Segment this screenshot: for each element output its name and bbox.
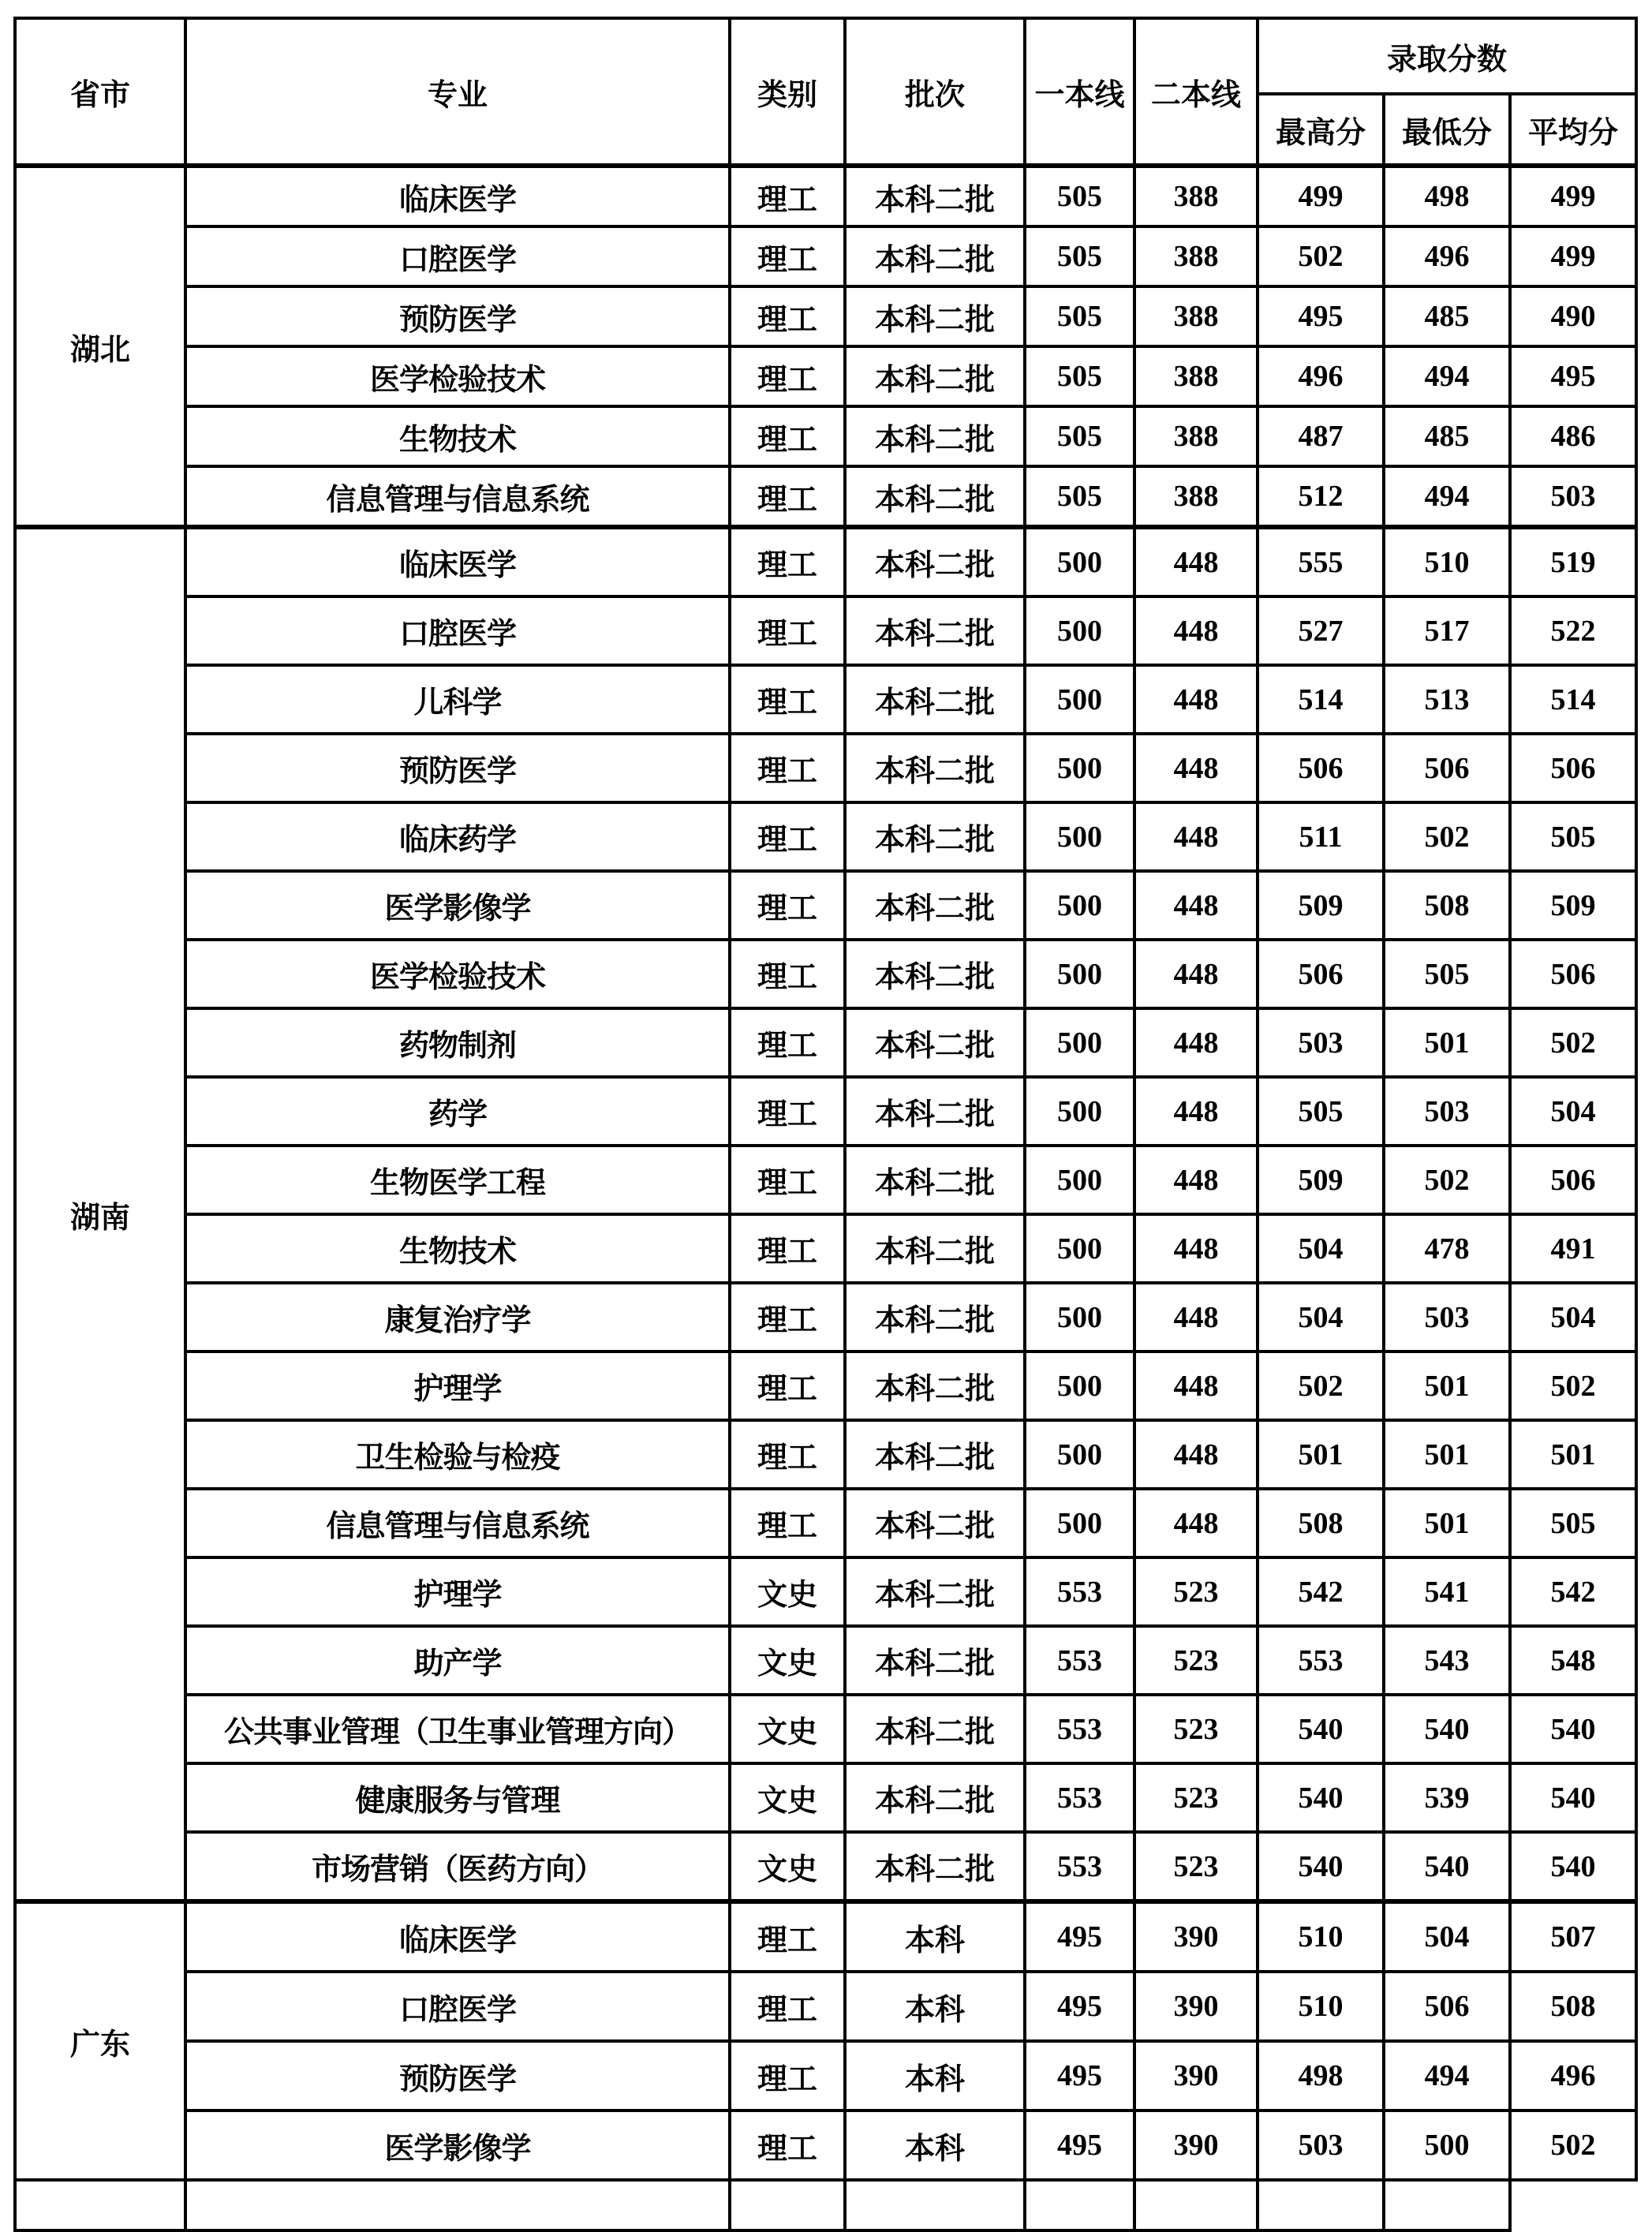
batch-cell: 本科	[845, 1901, 1025, 1972]
table-row	[15, 406, 1636, 466]
major-cell: 医学影像学	[185, 2110, 730, 2180]
max-score-cell: 540	[1258, 1763, 1384, 1832]
table-row	[15, 1695, 1636, 1763]
batch-cell: 本科二批	[845, 1489, 1025, 1557]
empty-cell	[1025, 2180, 1134, 2230]
max-score-cell: 508	[1258, 1489, 1384, 1557]
line2-cell: 448	[1134, 734, 1258, 802]
line2-cell: 448	[1134, 527, 1258, 596]
line1-cell: 500	[1025, 665, 1134, 734]
category-cell: 理工	[730, 871, 845, 940]
category-cell: 理工	[730, 1214, 845, 1283]
major-cell: 市场营销（医药方向）	[185, 1832, 730, 1901]
table-row	[15, 1420, 1636, 1489]
line1-cell: 500	[1025, 1146, 1134, 1214]
max-score-cell: 555	[1258, 527, 1384, 596]
major-cell: 预防医学	[185, 734, 730, 802]
major-cell: 口腔医学	[185, 1972, 730, 2041]
batch-cell: 本科二批	[845, 1695, 1025, 1763]
min-score-cell: 504	[1384, 1901, 1510, 1972]
major-cell: 健康服务与管理	[185, 1763, 730, 1832]
line2-cell: 448	[1134, 871, 1258, 940]
batch-cell: 本科二批	[845, 286, 1025, 346]
category-cell: 理工	[730, 1420, 845, 1489]
line1-cell: 553	[1025, 1695, 1134, 1763]
batch-cell: 本科二批	[845, 527, 1025, 596]
line1-cell: 500	[1025, 1420, 1134, 1489]
header-province: 省市	[15, 18, 185, 166]
min-score-cell: 494	[1384, 346, 1510, 406]
category-cell: 理工	[730, 166, 845, 226]
table-row	[15, 1352, 1636, 1420]
line2-cell: 448	[1134, 665, 1258, 734]
line2-cell: 448	[1134, 1283, 1258, 1352]
line2-cell: 523	[1134, 1557, 1258, 1626]
header-batch: 批次	[845, 18, 1025, 166]
avg-score-cell: 540	[1510, 1832, 1636, 1901]
line1-cell: 553	[1025, 1832, 1134, 1901]
table-row	[15, 346, 1636, 406]
table-row	[15, 166, 1636, 226]
line1-cell: 500	[1025, 871, 1134, 940]
avg-score-cell: 506	[1510, 734, 1636, 802]
line2-cell: 390	[1134, 1901, 1258, 1972]
batch-cell: 本科二批	[845, 1352, 1025, 1420]
max-score-cell: 510	[1258, 1901, 1384, 1972]
major-cell: 生物医学工程	[185, 1146, 730, 1214]
major-cell: 医学检验技术	[185, 346, 730, 406]
max-score-cell: 504	[1258, 1283, 1384, 1352]
batch-cell: 本科	[845, 2041, 1025, 2110]
batch-cell: 本科	[845, 2110, 1025, 2180]
avg-score-cell: 522	[1510, 596, 1636, 665]
min-score-cell: 513	[1384, 665, 1510, 734]
max-score-cell: 487	[1258, 406, 1384, 466]
line1-cell: 500	[1025, 527, 1134, 596]
category-cell: 理工	[730, 1352, 845, 1420]
category-cell: 理工	[730, 1077, 845, 1146]
category-cell: 理工	[730, 406, 845, 466]
category-cell: 文史	[730, 1626, 845, 1695]
admission-scores-table	[13, 17, 1638, 2232]
max-score-cell: 499	[1258, 166, 1384, 226]
line2-cell: 448	[1134, 1146, 1258, 1214]
min-score-cell: 501	[1384, 1420, 1510, 1489]
header-max-score: 最高分	[1258, 94, 1384, 166]
line1-cell: 553	[1025, 1763, 1134, 1832]
batch-cell: 本科二批	[845, 1626, 1025, 1695]
batch-cell: 本科二批	[845, 466, 1025, 527]
max-score-cell: 540	[1258, 1695, 1384, 1763]
min-score-cell: 502	[1384, 802, 1510, 871]
line2-cell: 523	[1134, 1763, 1258, 1832]
batch-cell: 本科	[845, 1972, 1025, 2041]
line2-cell: 448	[1134, 802, 1258, 871]
empty-cell	[1134, 2180, 1258, 2230]
major-cell: 生物技术	[185, 406, 730, 466]
table-row	[15, 940, 1636, 1008]
line1-cell: 505	[1025, 466, 1134, 527]
batch-cell: 本科二批	[845, 802, 1025, 871]
max-score-cell: 509	[1258, 1146, 1384, 1214]
batch-cell: 本科二批	[845, 1420, 1025, 1489]
major-cell: 临床医学	[185, 527, 730, 596]
max-score-cell: 512	[1258, 466, 1384, 527]
category-cell: 理工	[730, 2110, 845, 2180]
avg-score-cell: 502	[1510, 2110, 1636, 2180]
category-cell: 理工	[730, 940, 845, 1008]
avg-score-cell: 542	[1510, 1557, 1636, 1626]
major-cell: 口腔医学	[185, 596, 730, 665]
avg-score-cell: 491	[1510, 1214, 1636, 1283]
line2-cell: 523	[1134, 1626, 1258, 1695]
min-score-cell: 543	[1384, 1626, 1510, 1695]
category-cell: 理工	[730, 466, 845, 527]
category-cell: 理工	[730, 1972, 845, 2041]
category-cell: 理工	[730, 596, 845, 665]
table-row	[15, 1489, 1636, 1557]
line1-cell: 505	[1025, 226, 1134, 286]
line2-cell: 388	[1134, 286, 1258, 346]
avg-score-cell: 496	[1510, 2041, 1636, 2110]
min-score-cell: 478	[1384, 1214, 1510, 1283]
line1-cell: 553	[1025, 1626, 1134, 1695]
min-score-cell: 540	[1384, 1832, 1510, 1901]
min-score-cell: 508	[1384, 871, 1510, 940]
batch-cell: 本科二批	[845, 665, 1025, 734]
avg-score-cell: 502	[1510, 1352, 1636, 1420]
category-cell: 文史	[730, 1832, 845, 1901]
table-row	[15, 1626, 1636, 1695]
category-cell: 理工	[730, 1283, 845, 1352]
min-score-cell: 505	[1384, 940, 1510, 1008]
min-score-cell: 503	[1384, 1283, 1510, 1352]
major-cell: 卫生检验与检疫	[185, 1420, 730, 1489]
major-cell: 预防医学	[185, 2041, 730, 2110]
empty-cell	[185, 2180, 730, 2230]
avg-score-cell: 499	[1510, 166, 1636, 226]
line2-cell: 448	[1134, 940, 1258, 1008]
min-score-cell: 540	[1384, 1695, 1510, 1763]
province-cell: 湖北	[15, 166, 185, 527]
category-cell: 理工	[730, 346, 845, 406]
line1-cell: 500	[1025, 940, 1134, 1008]
table-row	[15, 1008, 1636, 1077]
batch-cell: 本科二批	[845, 1832, 1025, 1901]
table-row	[15, 1146, 1636, 1214]
empty-cell	[15, 2180, 185, 2230]
line1-cell: 505	[1025, 166, 1134, 226]
line1-cell: 500	[1025, 1283, 1134, 1352]
major-cell: 医学检验技术	[185, 940, 730, 1008]
max-score-cell: 542	[1258, 1557, 1384, 1626]
batch-cell: 本科二批	[845, 871, 1025, 940]
min-score-cell: 498	[1384, 166, 1510, 226]
max-score-cell: 502	[1258, 226, 1384, 286]
batch-cell: 本科二批	[845, 1763, 1025, 1832]
line2-cell: 448	[1134, 1489, 1258, 1557]
category-cell: 理工	[730, 665, 845, 734]
batch-cell: 本科二批	[845, 166, 1025, 226]
min-score-cell: 506	[1384, 1972, 1510, 2041]
batch-cell: 本科二批	[845, 1557, 1025, 1626]
empty-cell	[1384, 2180, 1510, 2230]
header-avg-score: 平均分	[1510, 94, 1636, 166]
batch-cell: 本科二批	[845, 596, 1025, 665]
province-cell: 湖南	[15, 527, 185, 1901]
line1-cell: 495	[1025, 2041, 1134, 2110]
header-line2: 二本线	[1134, 18, 1258, 166]
line2-cell: 390	[1134, 2041, 1258, 2110]
min-score-cell: 506	[1384, 734, 1510, 802]
max-score-cell: 496	[1258, 346, 1384, 406]
table-row	[15, 596, 1636, 665]
line1-cell: 500	[1025, 1077, 1134, 1146]
avg-score-cell: 514	[1510, 665, 1636, 734]
major-cell: 生物技术	[185, 1214, 730, 1283]
line2-cell: 448	[1134, 1214, 1258, 1283]
major-cell: 护理学	[185, 1352, 730, 1420]
batch-cell: 本科二批	[845, 346, 1025, 406]
avg-score-cell: 486	[1510, 406, 1636, 466]
max-score-cell: 553	[1258, 1626, 1384, 1695]
avg-score-cell: 501	[1510, 1420, 1636, 1489]
line1-cell: 500	[1025, 1008, 1134, 1077]
major-cell: 医学影像学	[185, 871, 730, 940]
table-row	[15, 226, 1636, 286]
table-row	[15, 527, 1636, 596]
max-score-cell: 506	[1258, 734, 1384, 802]
line2-cell: 448	[1134, 1352, 1258, 1420]
line2-cell: 388	[1134, 166, 1258, 226]
major-cell: 临床药学	[185, 802, 730, 871]
avg-score-cell: 499	[1510, 226, 1636, 286]
major-cell: 口腔医学	[185, 226, 730, 286]
avg-score-cell: 507	[1510, 1901, 1636, 1972]
line2-cell: 523	[1134, 1832, 1258, 1901]
batch-cell: 本科二批	[845, 406, 1025, 466]
line2-cell: 388	[1134, 406, 1258, 466]
batch-cell: 本科二批	[845, 1008, 1025, 1077]
line2-cell: 390	[1134, 2110, 1258, 2180]
line1-cell: 495	[1025, 2110, 1134, 2180]
category-cell: 文史	[730, 1763, 845, 1832]
category-cell: 理工	[730, 527, 845, 596]
category-cell: 理工	[730, 226, 845, 286]
max-score-cell: 540	[1258, 1832, 1384, 1901]
major-cell: 临床医学	[185, 1901, 730, 1972]
min-score-cell: 501	[1384, 1008, 1510, 1077]
min-score-cell: 500	[1384, 2110, 1510, 2180]
major-cell: 信息管理与信息系统	[185, 1489, 730, 1557]
min-score-cell: 494	[1384, 466, 1510, 527]
avg-score-cell: 508	[1510, 1972, 1636, 2041]
table-row	[15, 2041, 1636, 2110]
batch-cell: 本科二批	[845, 1077, 1025, 1146]
header-row-1	[15, 18, 1636, 94]
avg-score-cell: 502	[1510, 1008, 1636, 1077]
major-cell: 助产学	[185, 1626, 730, 1695]
line1-cell: 505	[1025, 286, 1134, 346]
major-cell: 临床医学	[185, 166, 730, 226]
min-score-cell: 502	[1384, 1146, 1510, 1214]
avg-score-cell: 504	[1510, 1077, 1636, 1146]
max-score-cell: 501	[1258, 1420, 1384, 1489]
max-score-cell: 511	[1258, 802, 1384, 871]
batch-cell: 本科二批	[845, 1146, 1025, 1214]
avg-score-cell: 503	[1510, 466, 1636, 527]
table-row	[15, 2110, 1636, 2180]
batch-cell: 本科二批	[845, 1283, 1025, 1352]
max-score-cell: 510	[1258, 1972, 1384, 2041]
max-score-cell: 495	[1258, 286, 1384, 346]
header-scores-group: 录取分数	[1258, 18, 1636, 94]
header-category: 类别	[730, 18, 845, 166]
min-score-cell: 541	[1384, 1557, 1510, 1626]
line1-cell: 495	[1025, 1972, 1134, 2041]
avg-score-cell: 506	[1510, 1146, 1636, 1214]
category-cell: 理工	[730, 1901, 845, 1972]
category-cell: 理工	[730, 802, 845, 871]
table-header	[15, 18, 1636, 166]
table-body	[15, 166, 1636, 2230]
category-cell: 理工	[730, 1008, 845, 1077]
max-score-cell: 527	[1258, 596, 1384, 665]
table-row	[15, 286, 1636, 346]
batch-cell: 本科二批	[845, 940, 1025, 1008]
major-cell: 预防医学	[185, 286, 730, 346]
avg-score-cell: 495	[1510, 346, 1636, 406]
max-score-cell: 502	[1258, 1352, 1384, 1420]
max-score-cell: 509	[1258, 871, 1384, 940]
category-cell: 理工	[730, 734, 845, 802]
line1-cell: 500	[1025, 802, 1134, 871]
line1-cell: 505	[1025, 406, 1134, 466]
category-cell: 理工	[730, 1146, 845, 1214]
empty-cell	[845, 2180, 1025, 2230]
line2-cell: 388	[1134, 226, 1258, 286]
major-cell: 信息管理与信息系统	[185, 466, 730, 527]
min-score-cell: 503	[1384, 1077, 1510, 1146]
min-score-cell: 501	[1384, 1489, 1510, 1557]
line1-cell: 500	[1025, 1214, 1134, 1283]
max-score-cell: 503	[1258, 2110, 1384, 2180]
avg-score-cell: 504	[1510, 1283, 1636, 1352]
min-score-cell: 539	[1384, 1763, 1510, 1832]
avg-score-cell: 540	[1510, 1763, 1636, 1832]
table-row	[15, 1557, 1636, 1626]
max-score-cell: 498	[1258, 2041, 1384, 2110]
min-score-cell: 510	[1384, 527, 1510, 596]
major-cell: 护理学	[185, 1557, 730, 1626]
avg-score-cell: 505	[1510, 802, 1636, 871]
table-row	[15, 1901, 1636, 1972]
table-row	[15, 871, 1636, 940]
line2-cell: 388	[1134, 466, 1258, 527]
max-score-cell: 503	[1258, 1008, 1384, 1077]
table-row	[15, 1972, 1636, 2041]
max-score-cell: 506	[1258, 940, 1384, 1008]
avg-score-cell: 506	[1510, 940, 1636, 1008]
line2-cell: 448	[1134, 1077, 1258, 1146]
category-cell: 理工	[730, 1489, 845, 1557]
line1-cell: 553	[1025, 1557, 1134, 1626]
min-score-cell: 485	[1384, 406, 1510, 466]
line2-cell: 448	[1134, 1008, 1258, 1077]
category-cell: 理工	[730, 286, 845, 346]
line1-cell: 500	[1025, 596, 1134, 665]
batch-cell: 本科二批	[845, 734, 1025, 802]
line2-cell: 388	[1134, 346, 1258, 406]
min-score-cell: 485	[1384, 286, 1510, 346]
line1-cell: 505	[1025, 346, 1134, 406]
min-score-cell: 496	[1384, 226, 1510, 286]
max-score-cell: 504	[1258, 1214, 1384, 1283]
line2-cell: 523	[1134, 1695, 1258, 1763]
table-row-partial	[15, 2180, 1636, 2230]
header-line1: 一本线	[1025, 18, 1134, 166]
avg-score-cell: 519	[1510, 527, 1636, 596]
table-row	[15, 802, 1636, 871]
max-score-cell: 505	[1258, 1077, 1384, 1146]
category-cell: 文史	[730, 1557, 845, 1626]
table-row	[15, 1832, 1636, 1901]
table-row	[15, 734, 1636, 802]
header-min-score: 最低分	[1384, 94, 1510, 166]
avg-score-cell: 490	[1510, 286, 1636, 346]
line1-cell: 495	[1025, 1901, 1134, 1972]
table-row	[15, 665, 1636, 734]
table-row	[15, 466, 1636, 527]
batch-cell: 本科二批	[845, 226, 1025, 286]
avg-score-cell: 548	[1510, 1626, 1636, 1695]
avg-score-cell: 505	[1510, 1489, 1636, 1557]
line1-cell: 500	[1025, 1489, 1134, 1557]
province-cell: 广东	[15, 1901, 185, 2180]
max-score-cell: 514	[1258, 665, 1384, 734]
line1-cell: 500	[1025, 734, 1134, 802]
avg-score-cell: 509	[1510, 871, 1636, 940]
major-cell: 儿科学	[185, 665, 730, 734]
major-cell: 公共事业管理（卫生事业管理方向）	[185, 1695, 730, 1763]
header-major: 专业	[185, 18, 730, 166]
line2-cell: 390	[1134, 1972, 1258, 2041]
table-row	[15, 1283, 1636, 1352]
line2-cell: 448	[1134, 1420, 1258, 1489]
empty-cell	[730, 2180, 845, 2230]
table-row	[15, 1077, 1636, 1146]
min-score-cell: 494	[1384, 2041, 1510, 2110]
table-row	[15, 1214, 1636, 1283]
category-cell: 文史	[730, 1695, 845, 1763]
category-cell: 理工	[730, 2041, 845, 2110]
line1-cell: 500	[1025, 1352, 1134, 1420]
line2-cell: 448	[1134, 596, 1258, 665]
avg-score-cell: 540	[1510, 1695, 1636, 1763]
min-score-cell: 501	[1384, 1352, 1510, 1420]
major-cell: 药物制剂	[185, 1008, 730, 1077]
table-row	[15, 1763, 1636, 1832]
empty-cell	[1258, 2180, 1384, 2230]
min-score-cell: 517	[1384, 596, 1510, 665]
major-cell: 药学	[185, 1077, 730, 1146]
batch-cell: 本科二批	[845, 1214, 1025, 1283]
major-cell: 康复治疗学	[185, 1283, 730, 1352]
